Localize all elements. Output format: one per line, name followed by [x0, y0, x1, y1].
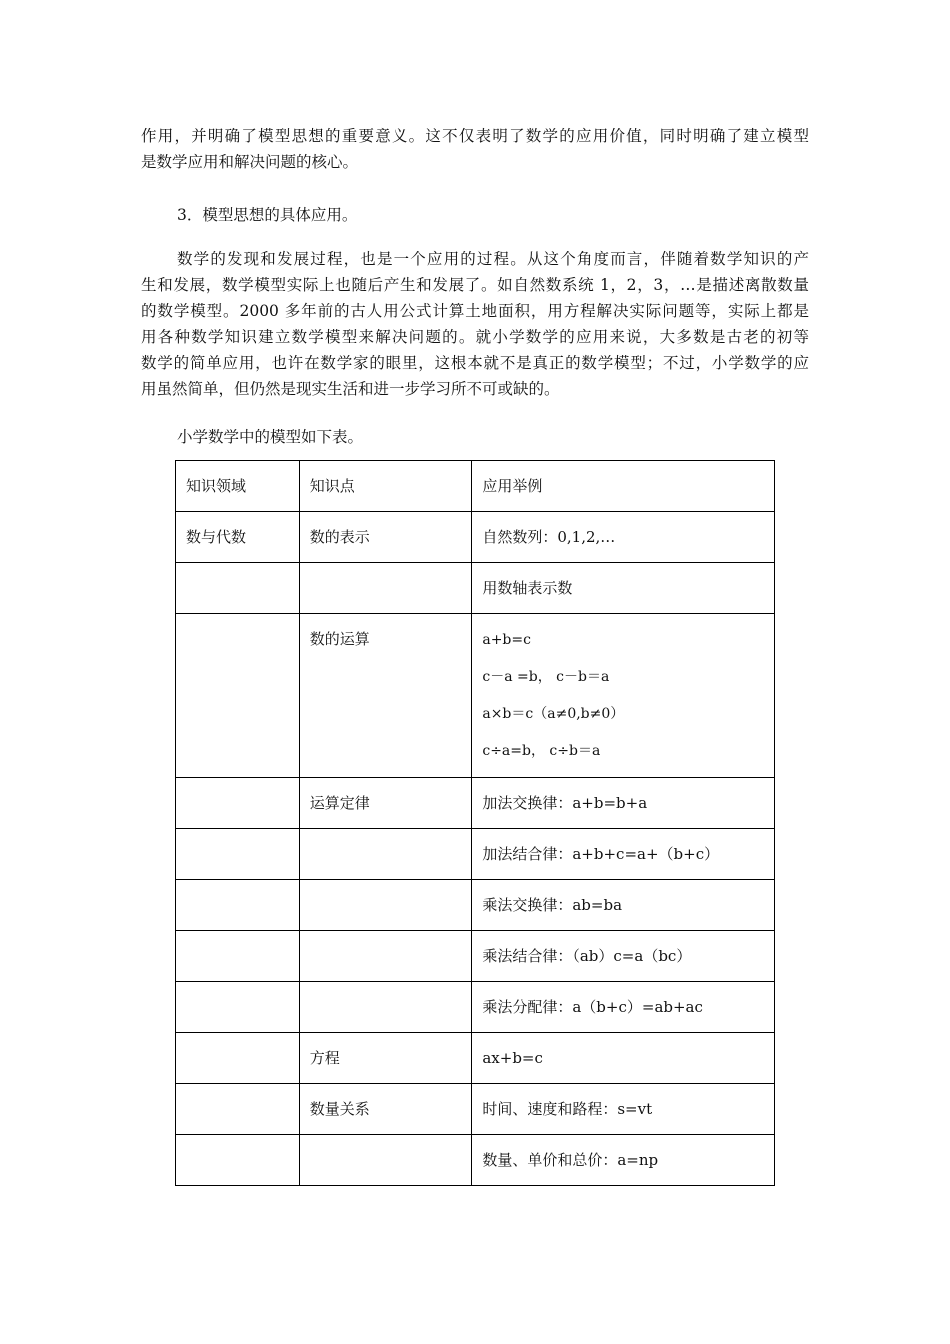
table-cell-example: 自然数列：0,1,2,…: [472, 512, 775, 563]
paragraph-2: [141, 246, 809, 402]
paragraph-2-line-6: 用虽然简单，但仍然是现实生活和进一步学习所不可或缺的。: [141, 380, 560, 398]
table-cell-example: 时间、速度和路程：s=vt: [472, 1084, 775, 1135]
table-cell-example: ax+b=c: [472, 1033, 775, 1084]
paragraph-2-line-5: 数学的简单应用，也许在数学家的眼里，这根本就不是真正的数学模型；不过，小学数学的应: [141, 354, 809, 372]
table-cell-domain: [176, 1033, 300, 1084]
table-row: [176, 512, 775, 563]
table-cell-example: 加法结合律：a+b+c=a+（b+c）: [472, 829, 775, 880]
table-cell-domain: [176, 778, 300, 829]
table-row: [176, 931, 775, 982]
table-intro: 小学数学中的模型如下表。: [177, 428, 364, 446]
paragraph-2-line-1: 数学的发现和发展过程，也是一个应用的过程。从这个角度而言，伴随着数学知识的产: [177, 250, 809, 268]
table-cell-domain: [176, 982, 300, 1033]
table-row: [176, 614, 775, 778]
section-heading-3: 3．模型思想的具体应用。: [177, 206, 358, 224]
table-cell-point: [299, 829, 472, 880]
table-cell-example: 乘法分配律：a（b+c）=ab+ac: [472, 982, 775, 1033]
table-cell-point: [299, 1135, 472, 1186]
formula-line: a+b=c: [482, 632, 531, 648]
table-header-row: [176, 461, 775, 512]
table-header-cell: 应用举例: [472, 461, 775, 512]
table-row: [176, 1084, 775, 1135]
table-cell-domain: [176, 1135, 300, 1186]
table-cell-example-list: [472, 614, 775, 778]
table-cell-domain: [176, 614, 300, 778]
table-header-cell: 知识领域: [176, 461, 300, 512]
table-cell-domain: [176, 931, 300, 982]
table-cell-point: [299, 880, 472, 931]
table-cell-point: 运算定律: [299, 778, 472, 829]
paragraph-1-line-2: 是数学应用和解决问题的核心。: [141, 153, 359, 171]
table-row: [176, 880, 775, 931]
table-row: [176, 982, 775, 1033]
table-cell-example: 乘法交换律：ab=ba: [472, 880, 775, 931]
table-cell-domain: [176, 563, 300, 614]
table-cell-example: 用数轴表示数: [472, 563, 775, 614]
table-cell-point: 数的运算: [299, 614, 472, 778]
table-row: [176, 563, 775, 614]
table-cell-domain: 数与代数: [176, 512, 300, 563]
table-row: [176, 829, 775, 880]
table-cell-point: [299, 982, 472, 1033]
formula-line: c－a =b， c－b＝a: [482, 669, 610, 685]
table-header-cell: 知识点: [299, 461, 472, 512]
table-cell-point: 方程: [299, 1033, 472, 1084]
formula-line: a×b＝c（a≠0,b≠0）: [482, 706, 625, 722]
table-row: [176, 1135, 775, 1186]
model-table: [175, 460, 775, 1186]
table-cell-example: 数量、单价和总价：a=np: [472, 1135, 775, 1186]
formula-line: c÷a=b， c÷b＝a: [482, 743, 601, 759]
table-cell-point: 数量关系: [299, 1084, 472, 1135]
paragraph-1: [141, 123, 809, 175]
table-row: [176, 1033, 775, 1084]
table-cell-domain: [176, 829, 300, 880]
table-cell-domain: [176, 880, 300, 931]
paragraph-2-line-3: 的数学模型。2000 多年前的古人用公式计算土地面积，用方程解决实际问题等，实际上都是: [141, 302, 809, 320]
paragraph-2-line-2: 生和发展，数学模型实际上也随后产生和发展了。如自然数系统 1，2，3，…是描述离散数量: [141, 276, 809, 294]
paragraph-1-line-1: 作用，并明确了模型思想的重要意义。这不仅表明了数学的应用价值，同时明确了建立模型: [141, 127, 809, 145]
table-cell-point: [299, 931, 472, 982]
table-cell-example: 加法交换律：a+b=b+a: [472, 778, 775, 829]
table-cell-point: [299, 563, 472, 614]
table-cell-point: 数的表示: [299, 512, 472, 563]
paragraph-2-line-4: 用各种数学知识建立数学模型来解决问题的。就小学数学的应用来说，大多数是古老的初等: [141, 328, 809, 346]
table-row: [176, 778, 775, 829]
table-cell-domain: [176, 1084, 300, 1135]
table-cell-example: 乘法结合律：（ab）c=a（bc）: [472, 931, 775, 982]
